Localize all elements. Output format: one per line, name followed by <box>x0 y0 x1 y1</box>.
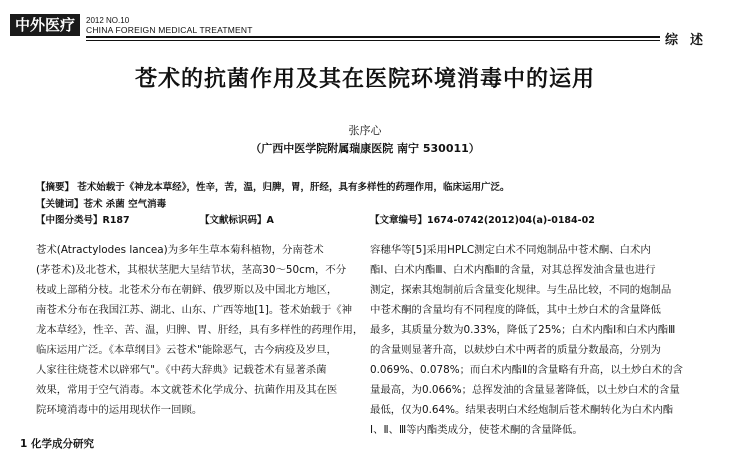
text-line: 中苍术酮的含量均有不同程度的降低，其中土炒白术的含量降低 <box>370 304 661 316</box>
text-line: Ⅰ、Ⅱ、Ⅲ等内酯类成分，使苍术酮的含量降低。 <box>370 424 583 436</box>
article-title: 苍术的抗菌作用及其在医院环境消毒中的运用 <box>134 67 595 92</box>
text-line: (茅苍术)及北苍术，其根状茎肥大呈结节状，茎高30～50cm，不分 <box>36 264 347 276</box>
text-line: 苍术(Atractylodes lancea)为多年生草本菊科植物，分南苍术 <box>36 244 324 256</box>
text-line: 院环境消毒中的运用现状作一回顾。 <box>36 404 203 416</box>
section-label: 综述 <box>665 33 716 48</box>
abstract-keywords: 【关键词】苍术 杀菌 空气消毒 <box>36 199 167 210</box>
body-left-column <box>36 240 364 420</box>
text-line: 最低，仅为0.64%。结果表明白术经炮制后苍术酮转化为白术内酯 <box>370 404 674 416</box>
document-code: 【文献标识码】A <box>200 215 274 226</box>
text-line: 最多，其质量分数为0.33%，降低了25%；白术内酯Ⅰ和白术内酯Ⅲ <box>370 324 676 336</box>
text-line: 测定，探索其炮制前后含量变化规律。与生品比较，不同的炮制品 <box>370 284 672 296</box>
article-author: 张序心 <box>348 124 382 137</box>
text-line: 酯Ⅰ、白术内酯Ⅲ、白术内酯Ⅱ的含量，对其总挥发油含量也进行 <box>370 264 656 276</box>
classification-number: 【中图分类号】R187 <box>36 215 130 226</box>
text-line: 临床运用广泛。《本草纲目》云苍术"能除恶气，古今病疫及岁旦， <box>36 344 337 356</box>
text-line: 人家往往烧苍术以辟邪气"。《中药大辞典》记载苍术有显著杀菌 <box>36 364 327 376</box>
text-line: 0.069%、0.078%；而白术内酯Ⅱ的含量略有升高，以土炒白术的含 <box>370 364 683 376</box>
abstract-summary: 【摘要】 苍术始载于《神龙本草经》，性辛，苦，温，归脾，胃，肝经，具有多样性的药理作用，临床运用广泛。 <box>36 182 510 193</box>
author-affiliation: （广西中医学院附属瑞康医院 南宁 530011） <box>250 142 480 155</box>
header-rule-thin <box>86 40 660 41</box>
issue-number: 2012 NO.10 <box>86 16 130 25</box>
header-rule-thick <box>86 36 660 38</box>
text-line: 容穗华等[5]采用HPLC测定白术不同炮制品中苍术酮、白术内 <box>370 244 651 256</box>
article-number: 【文章编号】1674-0742(2012)04(a)-0184-02 <box>370 215 595 226</box>
body-right-column <box>370 240 710 440</box>
journal-logo: 中外医疗 <box>10 14 80 36</box>
text-line: 龙本草经》，性辛、苦、温，归脾、胃、肝经，具有多样性的药理作用， <box>36 324 364 336</box>
journal-header <box>0 0 730 50</box>
section-heading: 1 化学成分研究 <box>20 438 94 450</box>
text-line: 南苍术分布在我国江苏、湖北、山东、广西等地[1]。苍术始载于《神 <box>36 304 353 316</box>
text-line: 量最高，为0.066%；总挥发油的含量显著降低，以土炒白术的含量 <box>370 384 680 396</box>
text-line: 的含量则显著升高，以麸炒白术中两者的质量分数最高，分别为 <box>370 344 661 356</box>
journal-english-name: CHINA FOREIGN MEDICAL TREATMENT <box>86 25 253 35</box>
text-line: 效果，常用于空气消毒。本文就苍术化学成分、抗菌作用及其在医 <box>36 384 338 396</box>
text-line: 枝或上部稍分枝。北苍术分布在朝鲜、俄罗斯以及中国北方地区， <box>36 284 338 296</box>
